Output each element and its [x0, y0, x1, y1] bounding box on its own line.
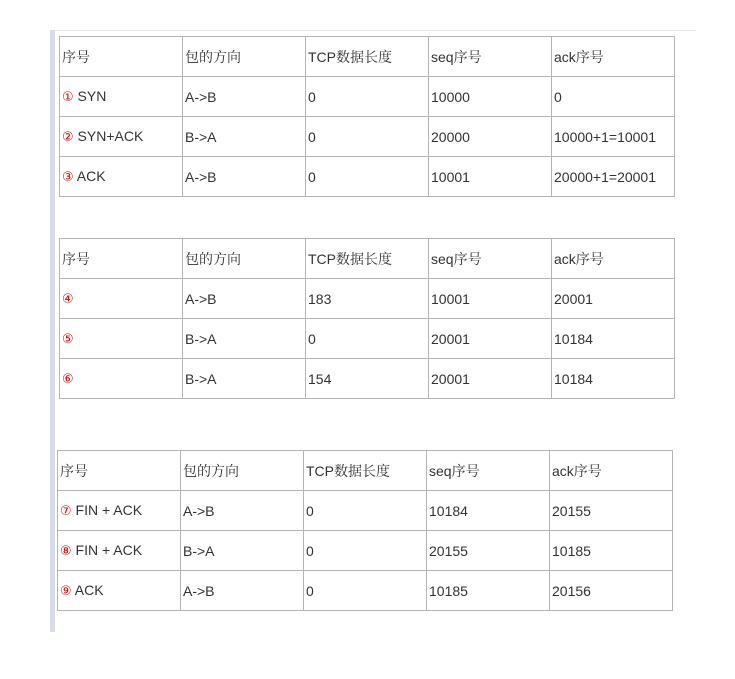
- header-cell-direction: 包的方向: [181, 451, 304, 491]
- header-cell-ack: ack序号: [550, 451, 673, 491]
- direction-cell: A->B: [183, 77, 306, 117]
- header-cell-direction: 包的方向: [183, 37, 306, 77]
- circled-number: ⑧: [60, 544, 72, 559]
- header-cell-seq: seq序号: [429, 239, 552, 279]
- direction-cell: A->B: [183, 279, 306, 319]
- data-transfer-table: [59, 238, 675, 399]
- direction-cell: B->A: [183, 359, 306, 399]
- header-cell-ack: ack序号: [552, 37, 675, 77]
- packet-id-cell: [58, 571, 181, 611]
- header-cell-seq-number: 序号: [60, 239, 183, 279]
- direction-cell: B->A: [181, 531, 304, 571]
- table-row: [60, 117, 675, 157]
- blockquote-left-bar: [50, 30, 55, 632]
- header-cell-seq: seq序号: [427, 451, 550, 491]
- packet-id-cell: [58, 491, 181, 531]
- table-row: [60, 157, 675, 197]
- direction-cell: A->B: [183, 157, 306, 197]
- table-row: [60, 319, 675, 359]
- packet-id-cell: [60, 359, 183, 399]
- seq-cell: 20001: [429, 319, 552, 359]
- circled-number: ⑤: [62, 332, 74, 347]
- ack-cell: 20156: [550, 571, 673, 611]
- packet-id-cell: [58, 531, 181, 571]
- circled-number: ⑨: [60, 584, 72, 599]
- packet-label: SYN+ACK: [73, 128, 144, 144]
- packet-id-cell: [60, 77, 183, 117]
- table-header-row: [60, 239, 675, 279]
- header-cell-seq-number: 序号: [58, 451, 181, 491]
- teardown-table: [57, 450, 673, 611]
- table-row: [60, 359, 675, 399]
- length-cell: 0: [306, 319, 429, 359]
- table-row: [60, 279, 675, 319]
- seq-cell: 10184: [427, 491, 550, 531]
- packet-label: ACK: [71, 582, 104, 598]
- direction-cell: A->B: [181, 571, 304, 611]
- header-cell-tcp-length: TCP数据长度: [304, 451, 427, 491]
- length-cell: 154: [306, 359, 429, 399]
- header-cell-tcp-length: TCP数据长度: [306, 239, 429, 279]
- header-cell-ack: ack序号: [552, 239, 675, 279]
- seq-cell: 10185: [427, 571, 550, 611]
- length-cell: 0: [306, 157, 429, 197]
- seq-cell: 20155: [427, 531, 550, 571]
- circled-number: ①: [62, 90, 74, 105]
- seq-cell: 20001: [429, 359, 552, 399]
- table-row: [58, 571, 673, 611]
- table-row: [58, 491, 673, 531]
- packet-id-cell: [60, 319, 183, 359]
- packet-id-cell: [60, 117, 183, 157]
- top-divider: [52, 30, 695, 31]
- length-cell: 0: [306, 117, 429, 157]
- packet-label: FIN + ACK: [71, 542, 143, 558]
- direction-cell: B->A: [183, 319, 306, 359]
- direction-cell: B->A: [183, 117, 306, 157]
- ack-cell: 10184: [552, 359, 675, 399]
- table-header-row: [58, 451, 673, 491]
- circled-number: ⑥: [62, 372, 74, 387]
- ack-cell: 10000+1=10001: [552, 117, 675, 157]
- seq-cell: 10001: [429, 157, 552, 197]
- direction-cell: A->B: [181, 491, 304, 531]
- packet-label: SYN: [73, 88, 107, 104]
- table-header-row: [60, 37, 675, 77]
- handshake-table: [59, 36, 675, 197]
- ack-cell: 10184: [552, 319, 675, 359]
- ack-cell: 0: [552, 77, 675, 117]
- packet-label: ACK: [73, 168, 106, 184]
- circled-number: ④: [62, 292, 74, 307]
- length-cell: 183: [306, 279, 429, 319]
- seq-cell: 10001: [429, 279, 552, 319]
- packet-label: FIN + ACK: [71, 502, 143, 518]
- header-cell-seq-number: 序号: [60, 37, 183, 77]
- ack-cell: 20155: [550, 491, 673, 531]
- packet-id-cell: [60, 279, 183, 319]
- circled-number: ③: [62, 170, 74, 185]
- header-cell-seq: seq序号: [429, 37, 552, 77]
- circled-number: ⑦: [60, 504, 72, 519]
- ack-cell: 10185: [550, 531, 673, 571]
- length-cell: 0: [304, 531, 427, 571]
- seq-cell: 20000: [429, 117, 552, 157]
- header-cell-direction: 包的方向: [183, 239, 306, 279]
- length-cell: 0: [304, 571, 427, 611]
- packet-id-cell: [60, 157, 183, 197]
- length-cell: 0: [306, 77, 429, 117]
- table-row: [60, 77, 675, 117]
- table-row: [58, 531, 673, 571]
- seq-cell: 10000: [429, 77, 552, 117]
- circled-number: ②: [62, 130, 74, 145]
- ack-cell: 20001: [552, 279, 675, 319]
- length-cell: 0: [304, 491, 427, 531]
- header-cell-tcp-length: TCP数据长度: [306, 37, 429, 77]
- ack-cell: 20000+1=20001: [552, 157, 675, 197]
